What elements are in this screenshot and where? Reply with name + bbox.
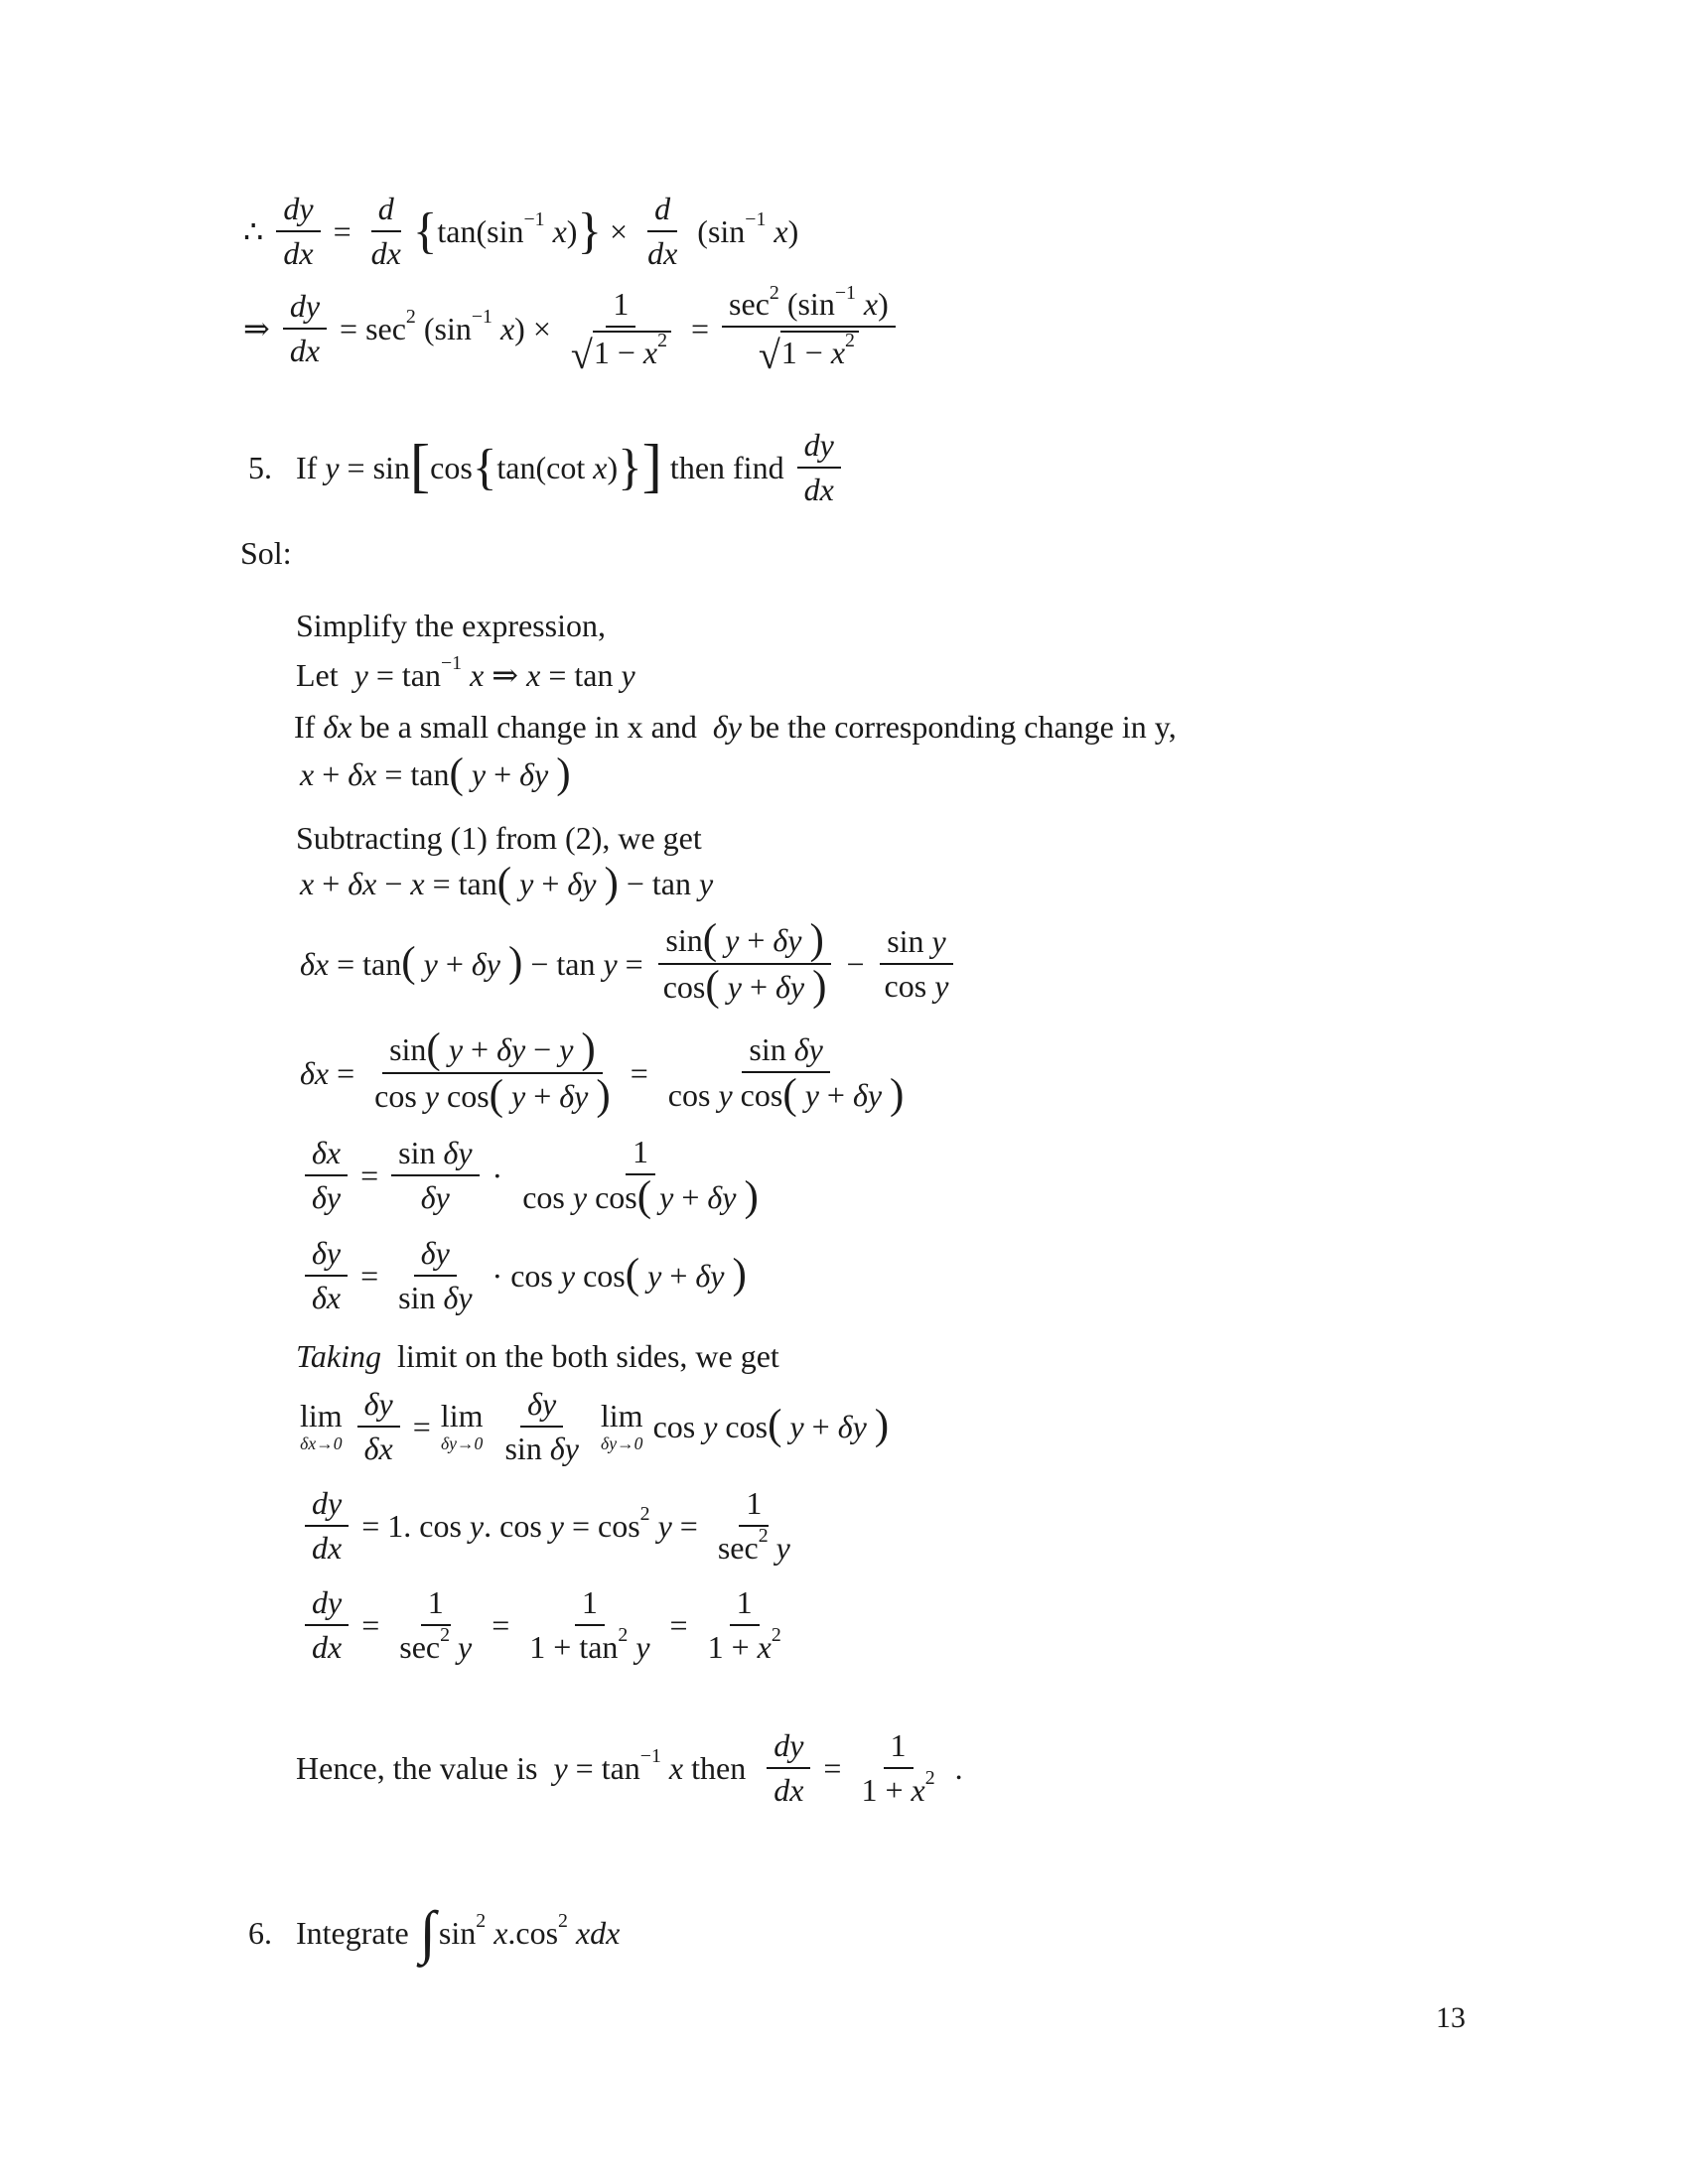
equation-dydx-cos-squared: $\frac{dy}{dx}$ = 1. cos y . cos y = cos $^2$ y = 1 sec $^2$ y (300, 1485, 802, 1567)
equation-chain-rule: ∴ $\frac{dy}{dx}$ = $\frac{d}{dx}$ { tan(sin $^{-1}$ x ) } × $\frac{d}{dx}$ (sin $^{-1}$ x ) (243, 191, 799, 271)
equation-ratio-dx-dy: $\frac{\delta x}{\delta y}$ = sin δy δy · 1 cos y cos ( y + δy ) (300, 1134, 771, 1217)
problem-5-statement: 5. If y = sin [ cos { tan(cot x ) } ] then find $\frac{dy}{dx}$ (248, 427, 846, 508)
equation-let-y: Let y = tan $^{-1}$ x ⇒ x = tan y (296, 652, 635, 693)
text-hence-conclusion: Hence, the value is y = tan $^{-1}$ x then $\frac{dy}{dx}$ = 1 1 + x $^2$ . (296, 1727, 963, 1808)
text-simplify: Simplify the expression, (296, 608, 606, 643)
page-number: 13 (1436, 2001, 1466, 2034)
equation-dx-simplify: δx = sin ( y + δy − y ) cos y cos ( y + δy ) = sin δy cos y cos ( y + δy ) (300, 1025, 905, 1119)
equation-dydx-final: $\frac{dy}{dx}$ = 1 sec $^2$ y = 1 1 + tan $^2$ y = 1 1 + x $^2$ (300, 1584, 793, 1666)
problem-6-statement: 6. Integrate ∫ sin $^2$ x .cos $^2$ xdx (248, 1899, 621, 1965)
text-subtracting: Subtracting (1) from (2), we get (296, 820, 702, 856)
text-taking-limit: Taking limit on the both sides, we get (296, 1338, 779, 1374)
sol-label: Sol: (240, 535, 292, 571)
equation-limits: lim δx→0 $\frac{\delta y}{\delta x}$ = lim δy→0 δy sin δy lim δy→0 cos y cos ( y + δy ) (300, 1386, 890, 1466)
equation-x-plus-dx: x + δx = tan ( y + δy ) (300, 750, 571, 797)
equation-dx-expand: δx = tan ( y + δy ) − tan y = sin ( y + δy ) cos ( y + δy ) − sin y cos y (300, 921, 960, 1007)
text-small-change: If δx be a small change in x and δy be the corresponding change in y, (294, 709, 1177, 745)
equation-subtract: x + δx − x = tan ( y + δy ) − tan y (300, 859, 714, 906)
equation-sec-result: ⇒ $\frac{dy}{dx}$ = sec $^2$ (sin $^{-1}$ x ) × 1 √ 1 − x $^2$ = sec $^2$ (sin $^{-1}$ x ) √ 1 − x $^2$ (243, 286, 901, 371)
equation-ratio-dy-dx: $\frac{\delta y}{\delta x}$ = δy sin δy · cos y cos ( y + δy ) (300, 1235, 747, 1316)
